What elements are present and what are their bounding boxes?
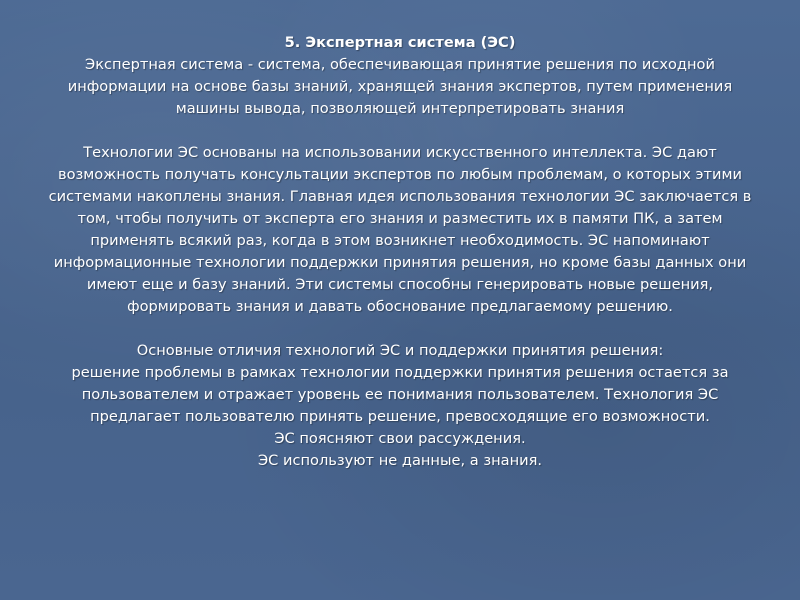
expert-system-definition: Экспертная система - система, обеспечивающая принятие решения по исходной информации на основе базы знаний, хранящей знания экспертов, путем применения машины вывода, позволяющей интерпретировать знания xyxy=(67,56,733,117)
technology-paragraph: Технологии ЭС основаны на использовании искусственного интеллекта. ЭС дают возможность получать консультации экспертов по любым проблемам, о которых этими системами накоплены знания. Главная идея использования технологии ЭС заключается в том, чтобы получить от эксперта его знания и разместить их в памяти ПК, а затем применять всякий раз, когда в этом возникнет необходимость. ЭС напоминают информационные технологии поддержки принятия решения, но кроме базы данных они имеют еще и базу знаний. Эти системы способны генерировать новые решения, формировать знания и давать обоснование предлагаемому решению. xyxy=(48,144,752,315)
differences-heading: Основные отличия технологий ЭС и поддержки принятия решения: xyxy=(136,342,664,359)
slide-text-block xyxy=(40,32,760,472)
explain-line: ЭС поясняют свои рассуждения. xyxy=(274,430,526,447)
paragraph-spacer xyxy=(40,120,760,142)
differences-text: решение проблемы в рамках технологии поддержки принятия решения остается за пользователем и отражает уровень ее понимания пользователем. Технология ЭС предлагает пользователю принять решение, превосходящие его возможности. xyxy=(71,364,729,425)
knowledge-line: ЭС используют не данные, а знания. xyxy=(257,452,543,469)
slide-title: 5. Экспертная система (ЭС) xyxy=(284,34,516,51)
paragraph-spacer xyxy=(40,318,760,340)
